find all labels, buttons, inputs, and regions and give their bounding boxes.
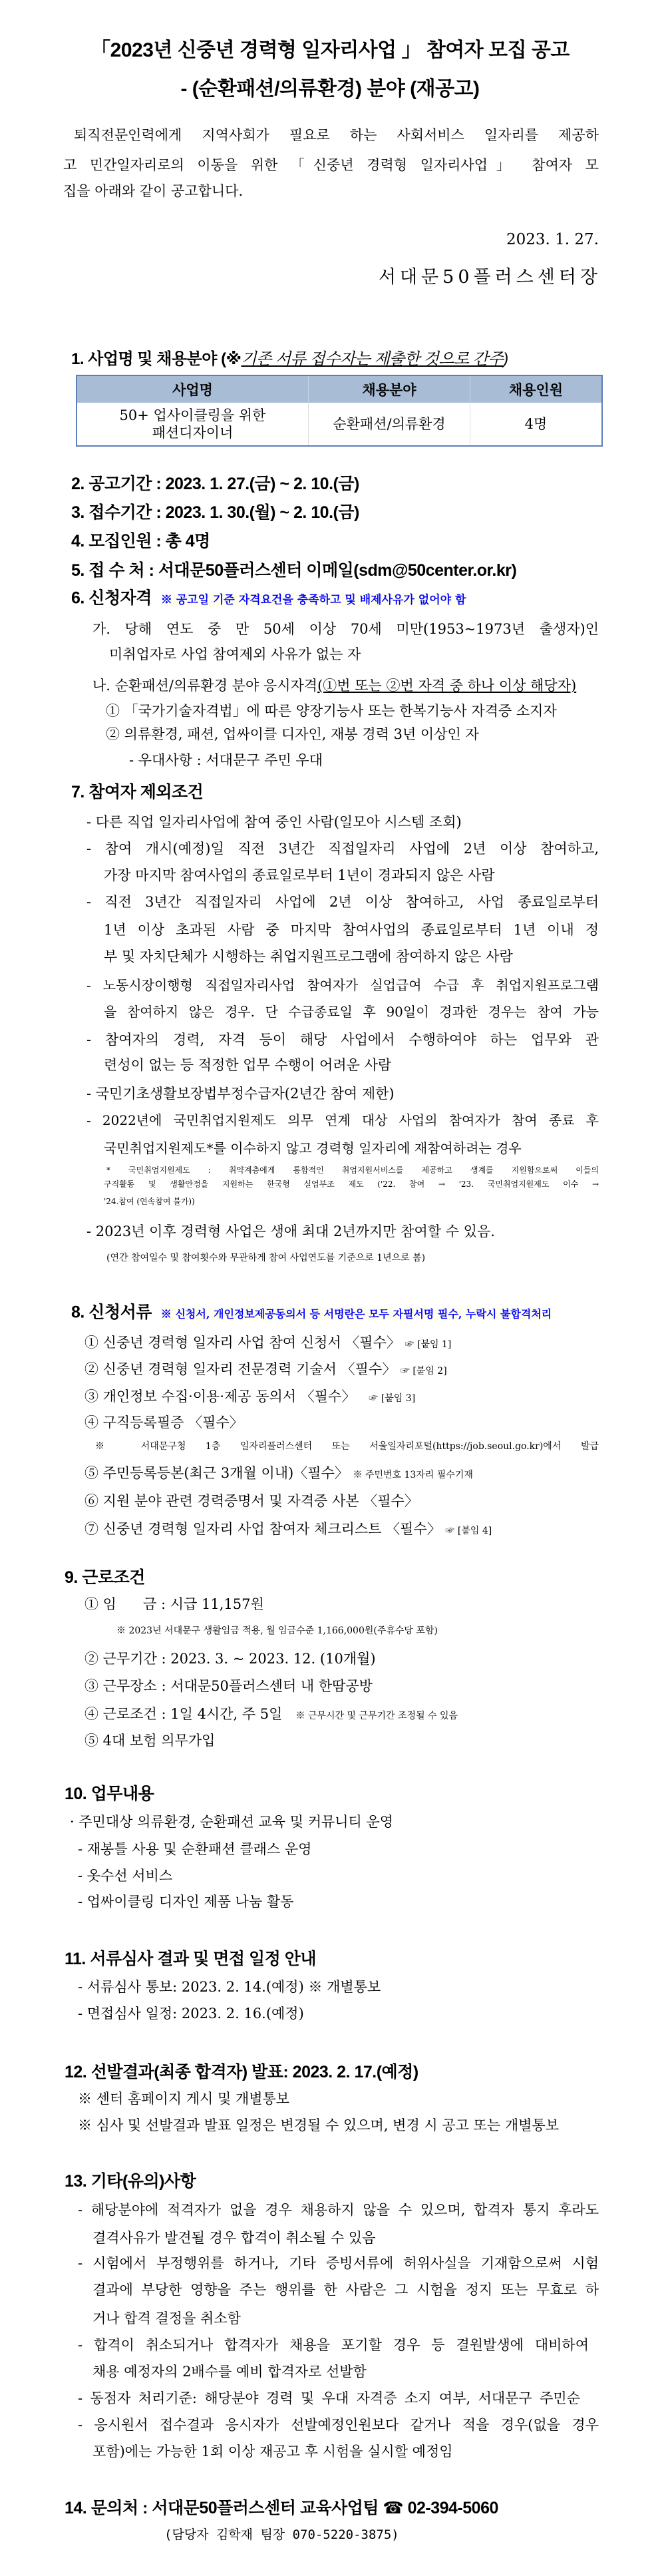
section-6-note: ※ 공고일 기준 자격요건을 충족하고 및 배제사유가 없어야 함 [160, 593, 466, 607]
section-2-posting-period: 2. 공고기간 : 2023. 1. 27.(금) ~ 2. 10.(금) [71, 475, 359, 493]
announcement-note: ※ 센터 홈페이지 게시 및 개별통보 [78, 2091, 290, 2107]
qualification-item: ② 의류환경, 패션, 업싸이클 디자인, 재봉 경력 3년 이상인 자 [106, 726, 479, 742]
exclusion-line: 부 및 자치단체가 시행하는 취업지원프로그램에 참여하지 않은 사람 [104, 949, 513, 965]
footnote-line: 구직활동 및 생활안정을 지원하는 한국형 실업부조 제도 ('22. 참여 → '23. 국민취업지원제도 이수 → [104, 1180, 599, 1189]
cell-business: 50+ 업사이클링을 위한 패션디자이너 [77, 403, 309, 446]
duty-item: - 옷수선 서비스 [78, 1868, 173, 1884]
section-1-heading: 1. 사업명 및 채용분야 (※기존 서류 접수자는 제출한 것으로 간주) [71, 350, 508, 368]
title-line-1: 「2023년 신중년 경력형 일자리사업 」 참여자 모집 공고 [90, 39, 570, 61]
section-8-note: ※ 신청서, 개인정보제공동의서 등 서명란은 모두 자필서명 필수, 누락시 불합격처리 [160, 1307, 552, 1321]
exclusion-line: 가장 마지막 참여사업의 종료일로부터 1년이 경과되지 않은 사람 [104, 867, 495, 883]
col-business: 사업명 [77, 375, 309, 403]
notice-line: 결과에 부당한 영향을 주는 행위를 한 사람은 그 시험을 정지 또는 무효로 하 [92, 2282, 599, 2298]
notice-line: 채용 예정자의 2배수를 예비 합격자로 선발함 [92, 2364, 367, 2380]
table-row [77, 403, 602, 446]
attachment-ref: ☞ [붙임 2] [400, 1366, 447, 1377]
condition-item: ④ 근로조건 : 1일 4시간, 주 5일 ※ 근무시간 및 근무기간 조정될 수 있음 [84, 1706, 458, 1722]
exclusion-note: (연간 참여일수 및 참여횟수와 무관하게 참여 사업연도를 기준으로 1년으로 봄) [106, 1253, 426, 1263]
document-item: ③ 개인정보 수집·이용·제공 동의서 〈필수〉 ☞ [붙임 3] [84, 1389, 416, 1404]
qualification-ga-cont: 미취업자로 사업 참여제외 사유가 없는 자 [109, 646, 361, 662]
notice-line: 결격사유가 발견될 경우 합격이 취소될 수 있음 [92, 2230, 376, 2246]
condition-item: ③ 근무장소 : 서대문50플러스센터 내 한땀공방 [84, 1678, 373, 1694]
section-12-heading: 12. 선발결과(최종 합격자) 발표: 2023. 2. 17.(예정) [65, 2063, 418, 2081]
section-6-heading: 6. 신청자격 ※ 공고일 기준 자격요건을 충족하고 및 배제사유가 없어야 함 [71, 588, 466, 608]
condition-item: ⑤ 4대 보험 의무가입 [84, 1733, 216, 1749]
section-14-contact: 14. 문의처 : 서대문50플러스센터 교육사업팀 ☎ 02-394-5060 [65, 2499, 498, 2517]
announcement-note: ※ 심사 및 선발결과 발표 일정은 변경될 수 있으며, 변경 시 공고 또는 개별통보 [78, 2117, 560, 2133]
qualification-na: 나. 순환패션/의류환경 분야 응시자격(①번 또는 ②번 자격 중 하나 이상 해당자) [92, 678, 577, 694]
recruitment-table [76, 375, 603, 447]
document-item: ① 신중년 경력형 일자리 사업 참여 신청서 〈필수〉 ☞ [붙임 1] [84, 1335, 452, 1351]
title-line-2: - (순환패션/의류환경) 분야 (재공고) [180, 78, 480, 100]
section-9-heading: 9. 근로조건 [65, 1568, 145, 1587]
notice-line: - 해당분야에 적격자가 없을 경우 채용하지 않을 수 있으며, 합격자 통지 후라도 [78, 2202, 599, 2218]
section-8-heading: 8. 신청서류 ※ 신청서, 개인정보제공동의서 등 서명란은 모두 자필서명 필수, 누락시 불합격처리 [71, 1303, 552, 1322]
section-13-heading: 13. 기타(유의)사항 [65, 2172, 196, 2191]
attachment-ref: ☞ [붙임 4] [445, 1526, 492, 1536]
notice-line: - 시험에서 부정행위를 하거나, 기타 증빙서류에 허위사실을 기재함으로써 시험 [78, 2255, 599, 2271]
footnote-line: * 국민취업지원제도 : 취약계층에게 통합적인 취업지원서비스를 제공하고 생계를 지원함으로써 이들의 [106, 1166, 599, 1175]
preference: - 우대사항 : 서대문구 주민 우대 [129, 752, 323, 768]
section-3-application-period: 3. 접수기간 : 2023. 1. 30.(월) ~ 2. 10.(금) [71, 503, 359, 522]
duty-item: - 업싸이클링 디자인 제품 나눔 활동 [78, 1894, 294, 1910]
notice-line: - 동점자 처리기준: 해당분야 경력 및 우대 자격증 소지 여부, 서대문구 주민순 [78, 2390, 580, 2406]
schedule-item: - 면접심사 일정: 2023. 2. 16.(예정) [78, 2006, 304, 2022]
section-10-heading: 10. 업무내용 [65, 1785, 154, 1803]
exclusion-line: - 노동시장이행형 직접일자리사업 참여자가 실업급여 수급 후 취업지원프로그램 [86, 977, 599, 993]
exclusion-line: 1년 이상 초과된 사람 중 마지막 참여사업의 종료일로부터 1년 이내 정 [104, 922, 599, 938]
document-item: ④ 구직등록필증 〈필수〉 [84, 1414, 244, 1430]
notice-line: - 합격이 취소되거나 합격자가 채용을 포기할 경우 등 결원발생에 대비하여 [78, 2337, 589, 2353]
exclusion-line: - 2022년에 국민취업지원제도 의무 연계 대상 사업의 참여자가 참여 종료 후 [86, 1112, 599, 1128]
document-item: ⑥ 지원 분야 관련 경력증명서 및 자격증 사본 〈필수〉 [84, 1493, 418, 1509]
section-4-headcount: 4. 모집인원 : 총 4명 [71, 532, 210, 550]
section-5-submission: 5. 접 수 처 : 서대문50플러스센터 이메일(sdm@50center.or.kr) [71, 561, 517, 580]
schedule-item: - 서류심사 통보: 2023. 2. 14.(예정) ※ 개별통보 [78, 1979, 381, 1995]
attachment-ref: ☞ [붙임 1] [405, 1339, 452, 1350]
duty-main: · 주민대상 의류환경, 순환패션 교육 및 커뮤니티 운영 [70, 1814, 394, 1830]
exclusion-line: 련성이 없는 등 적정한 업무 수행이 어려운 사람 [104, 1057, 392, 1073]
signature: 서대문50플러스센터장 [378, 267, 601, 288]
document-item-note: ※ 서대문구청 1층 일자리플러스센터 또는 서울일자리포털(https://job.seoul.go.kr)에서 발급 [95, 1441, 599, 1452]
document-item: ⑦ 신중년 경력형 일자리 사업 참여자 체크리스트 〈필수〉 ☞ [붙임 4] [84, 1521, 492, 1537]
cell-field: 순환패션/의류환경 [309, 403, 470, 446]
notice-line: 포함)에는 가능한 1회 이상 재공고 후 시험을 실시할 예정임 [92, 2444, 453, 2460]
exclusion-line: - 2023년 이후 경력형 사업은 생애 최대 2년까지만 참여할 수 있음. [86, 1223, 495, 1239]
attachment-ref: ☞ [붙임 3] [369, 1393, 416, 1404]
exclusion-line: - 국민기초생활보장법부정수급자(2년간 참여 제한) [86, 1086, 395, 1102]
exclusion-line: - 참여자의 경력, 자격 등이 해당 사업에서 수행하여야 하는 업무와 관 [86, 1032, 599, 1048]
exclusion-line: - 직전 3년간 직접일자리 사업에 2년 이상 참여하고, 사업 종료일로부터 [86, 894, 599, 910]
intro-line: 고 민간일자리로의 이동을 위한 「신중년 경력형 일자리사업」 참여자 모 [63, 157, 599, 173]
qualification-item: ① 「국가기술자격법」에 따른 양장기능사 또는 한복기능사 자격증 소지자 [106, 703, 557, 719]
notice-line: 거나 합격 결정을 취소함 [92, 2310, 241, 2326]
condition-item: ① 임 금 : 시급 11,157원 [84, 1596, 264, 1612]
exclusion-line: 을 참여하지 않은 경우. 단 수급종료일 후 90일이 경과한 경우는 참여 가능 [104, 1004, 599, 1020]
notice-line: - 응시원서 접수결과 응시자가 선발예정인원보다 같거나 적을 경우(없을 경우 [78, 2417, 599, 2433]
exclusion-line: 국민취업지원제도*를 이수하지 않고 경력형 일자리에 재참여하려는 경우 [104, 1140, 522, 1156]
section-7-heading: 7. 참여자 제외조건 [71, 783, 204, 801]
document-item: ⑤ 주민등록등본(최근 3개월 이내)〈필수〉 ※ 주민번호 13자리 필수기재 [84, 1465, 473, 1481]
exclusion-line: - 참여 개시(예정)일 직전 3년간 직접일자리 사업에 2년 이상 참여하고, [86, 841, 599, 857]
col-count: 채용인원 [470, 375, 603, 403]
intro-line: 퇴직전문인력에게 지역사회가 필요로 하는 사회서비스 일자리를 제공하 [74, 127, 599, 143]
intro-line: 집을 아래와 같이 공고합니다. [63, 183, 244, 199]
cell-count: 4명 [470, 403, 603, 446]
table-header-row [77, 375, 602, 403]
contact-person: (담당자 김학재 팀장 070-5220-3875) [164, 2527, 399, 2542]
wage-note: ※ 2023년 서대문구 생활임금 적용, 월 임금수준 1,166,000원(주휴수당 포함) [116, 1625, 438, 1636]
exclusion-line: - 다른 직업 일자리사업에 참여 중인 사람(일모아 시스템 조회) [86, 814, 462, 830]
notice-date: 2023. 1. 27. [506, 231, 599, 248]
section-11-heading: 11. 서류심사 결과 및 면접 일정 안내 [65, 1950, 316, 1968]
document-item: ② 신중년 경력형 일자리 전문경력 기술서 〈필수〉 ☞ [붙임 2] [84, 1361, 447, 1377]
qualification-ga: 가. 당해 연도 중 만 50세 이상 70세 미만(1953~1973년 출생자)인 [92, 621, 599, 637]
duty-item: - 재봉틀 사용 및 순환패션 클래스 운영 [78, 1841, 312, 1857]
col-field: 채용분야 [309, 375, 470, 403]
footnote-line: '24.참여 (연속참여 불가)) [104, 1197, 195, 1206]
section-1-note: 기존 서류 접수자는 제출한 것으로 간주 [241, 350, 504, 368]
condition-item: ② 근무기간 : 2023. 3. ~ 2023. 12. (10개월) [84, 1651, 376, 1667]
